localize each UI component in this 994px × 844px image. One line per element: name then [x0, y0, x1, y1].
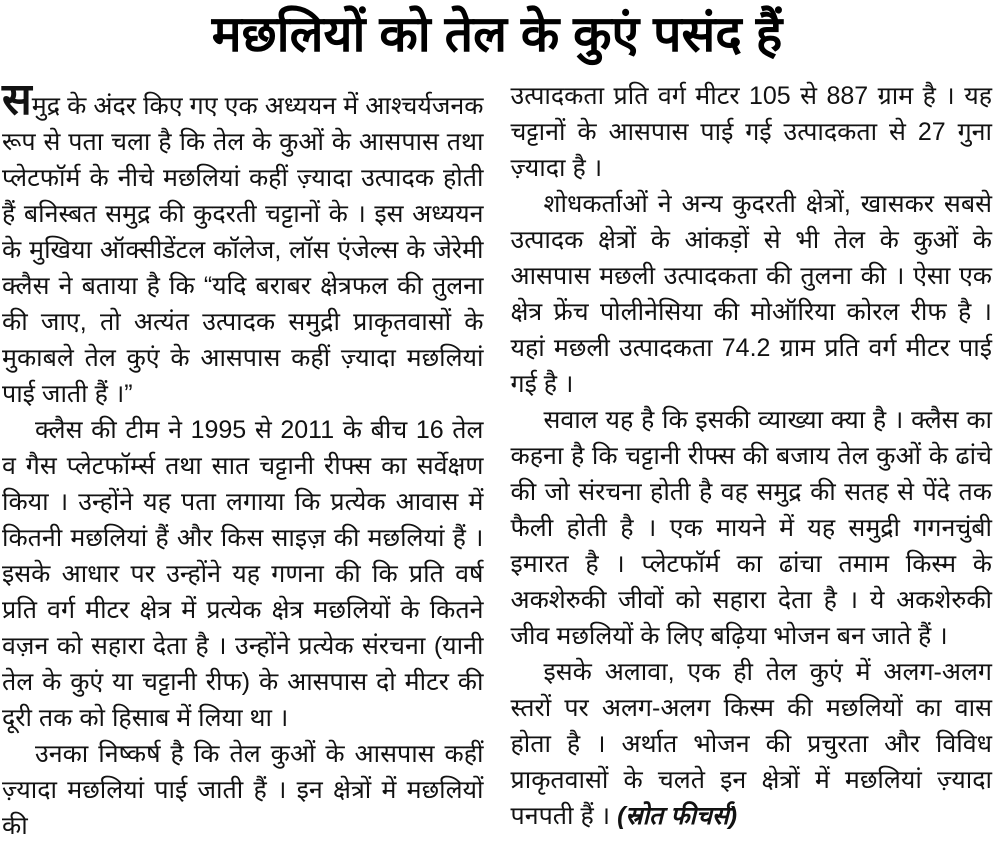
paragraph-lead [2, 75, 484, 412]
paragraph-text: मुद्र के अंदर किए गए एक अध्ययन में आश्चर्यजनक रूप से पता चला है कि तेल के कुओं के आसपास तथा प्लेटफॉर्म के नीचे मछलियां कहीं ज़्यादा उत्पादक होती हैं बनिस्बत समुद्र की कुदरती चट्टानों के । इस अध्ययन के मुखिया ऑक्सीडेंटल कॉलेज, लॉस एंजेल्स के जेरेमी क्लैस ने बताया है कि “यदि बराबर क्षेत्रफल की तुलना की जाए, तो अत्यंत उत्पादक समुद्री प्राकृतवासों के मुकाबले तेल कुएं के आसपास कहीं ज़्यादा मछलियां पाई जाती हैं ।” [2, 92, 484, 408]
paragraph-continuation: उत्पादकता प्रति वर्ग मीटर 105 से 887 ग्राम है । यह चट्टानों के आसपास पाई गई उत्पादकता से 27 गुना ज़्यादा है । [510, 82, 992, 182]
column-left [2, 75, 484, 844]
paragraph: क्लैस की टीम ने 1995 से 2011 के बीच 16 तेल व गैस प्लेटफॉर्म्स तथा सात चट्टानी रीफ्स का सर्वेक्षण किया । उन्होंने यह पता लगाया कि प्रत्येक आवास में कितनी मछलियां हैं और किस साइज़ की मछलियां हैं । इसके आधार पर उन्होंने यह गणना की कि प्रति वर्ष प्रति वर्ग मीटर क्षेत्र में प्रत्येक क्षेत्र मछलियों के कितने वज़न को सहारा देता है । उन्होंने प्रत्येक संरचना (यानी तेल के कुएं या चट्टानी रीफ) के आसपास दो मीटर की दूरी तक को हिसाब में लिया था । [2, 416, 484, 732]
column-right [511, 78, 993, 844]
source-credit: (स्रोत फीचर्स) [617, 802, 738, 830]
article-title: मछलियों को तेल के कुएं पसंद हैं [211, 6, 783, 62]
paragraph-text: इसके अलावा, एक ही तेल कुएं में अलग-अलग स्तरों पर अलग-अलग किस्म की मछलियों का वास होता है । अर्थात भोजन की प्रचुरता और विविध प्राकृतवासों के चलते इन क्षेत्रों में मछलियां ज़्यादा पनपती हैं । [510, 658, 992, 830]
article-columns [2, 75, 992, 844]
paragraph-closing [511, 654, 993, 834]
paragraph: उनका निष्कर्ष है कि तेल कुओं के आसपास कहीं ज़्यादा मछलियां पाई जाती हैं । इन क्षेत्रों में मछलियों की [2, 740, 484, 840]
paragraph: सवाल यह है कि इसकी व्याख्या क्या है । क्लैस का कहना है कि चट्टानी रीफ्स की बजाय तेल कुओं के ढांचे की जो संरचना होती है वह समुद्र की सतह से पेंदे तक फैली होती है । एक मायने में यह समुद्री गगनचुंबी इमारत है । प्लेटफॉर्म का ढांचा तमाम किस्म के अकशेरुकी जीवों को सहारा देता है । ये अकशेरुकी जीव मछलियों के लिए बढ़िया भोजन बन जाते हैं । [510, 406, 992, 650]
drop-cap: स [2, 75, 32, 124]
paragraph: शोधकर्ताओं ने अन्य कुदरती क्षेत्रों, खासकर सबसे उत्पादक क्षेत्रों के आंकड़ों से भी तेल के कुओं के आसपास मछली उत्पादकता की तुलना की । ऐसा एक क्षेत्र फ्रेंच पोलीनेसिया की मोऑरिया कोरल रीफ है । यहां मछली उत्पादकता 74.2 ग्राम प्रति वर्ग मीटर पाई गई है । [510, 190, 992, 398]
